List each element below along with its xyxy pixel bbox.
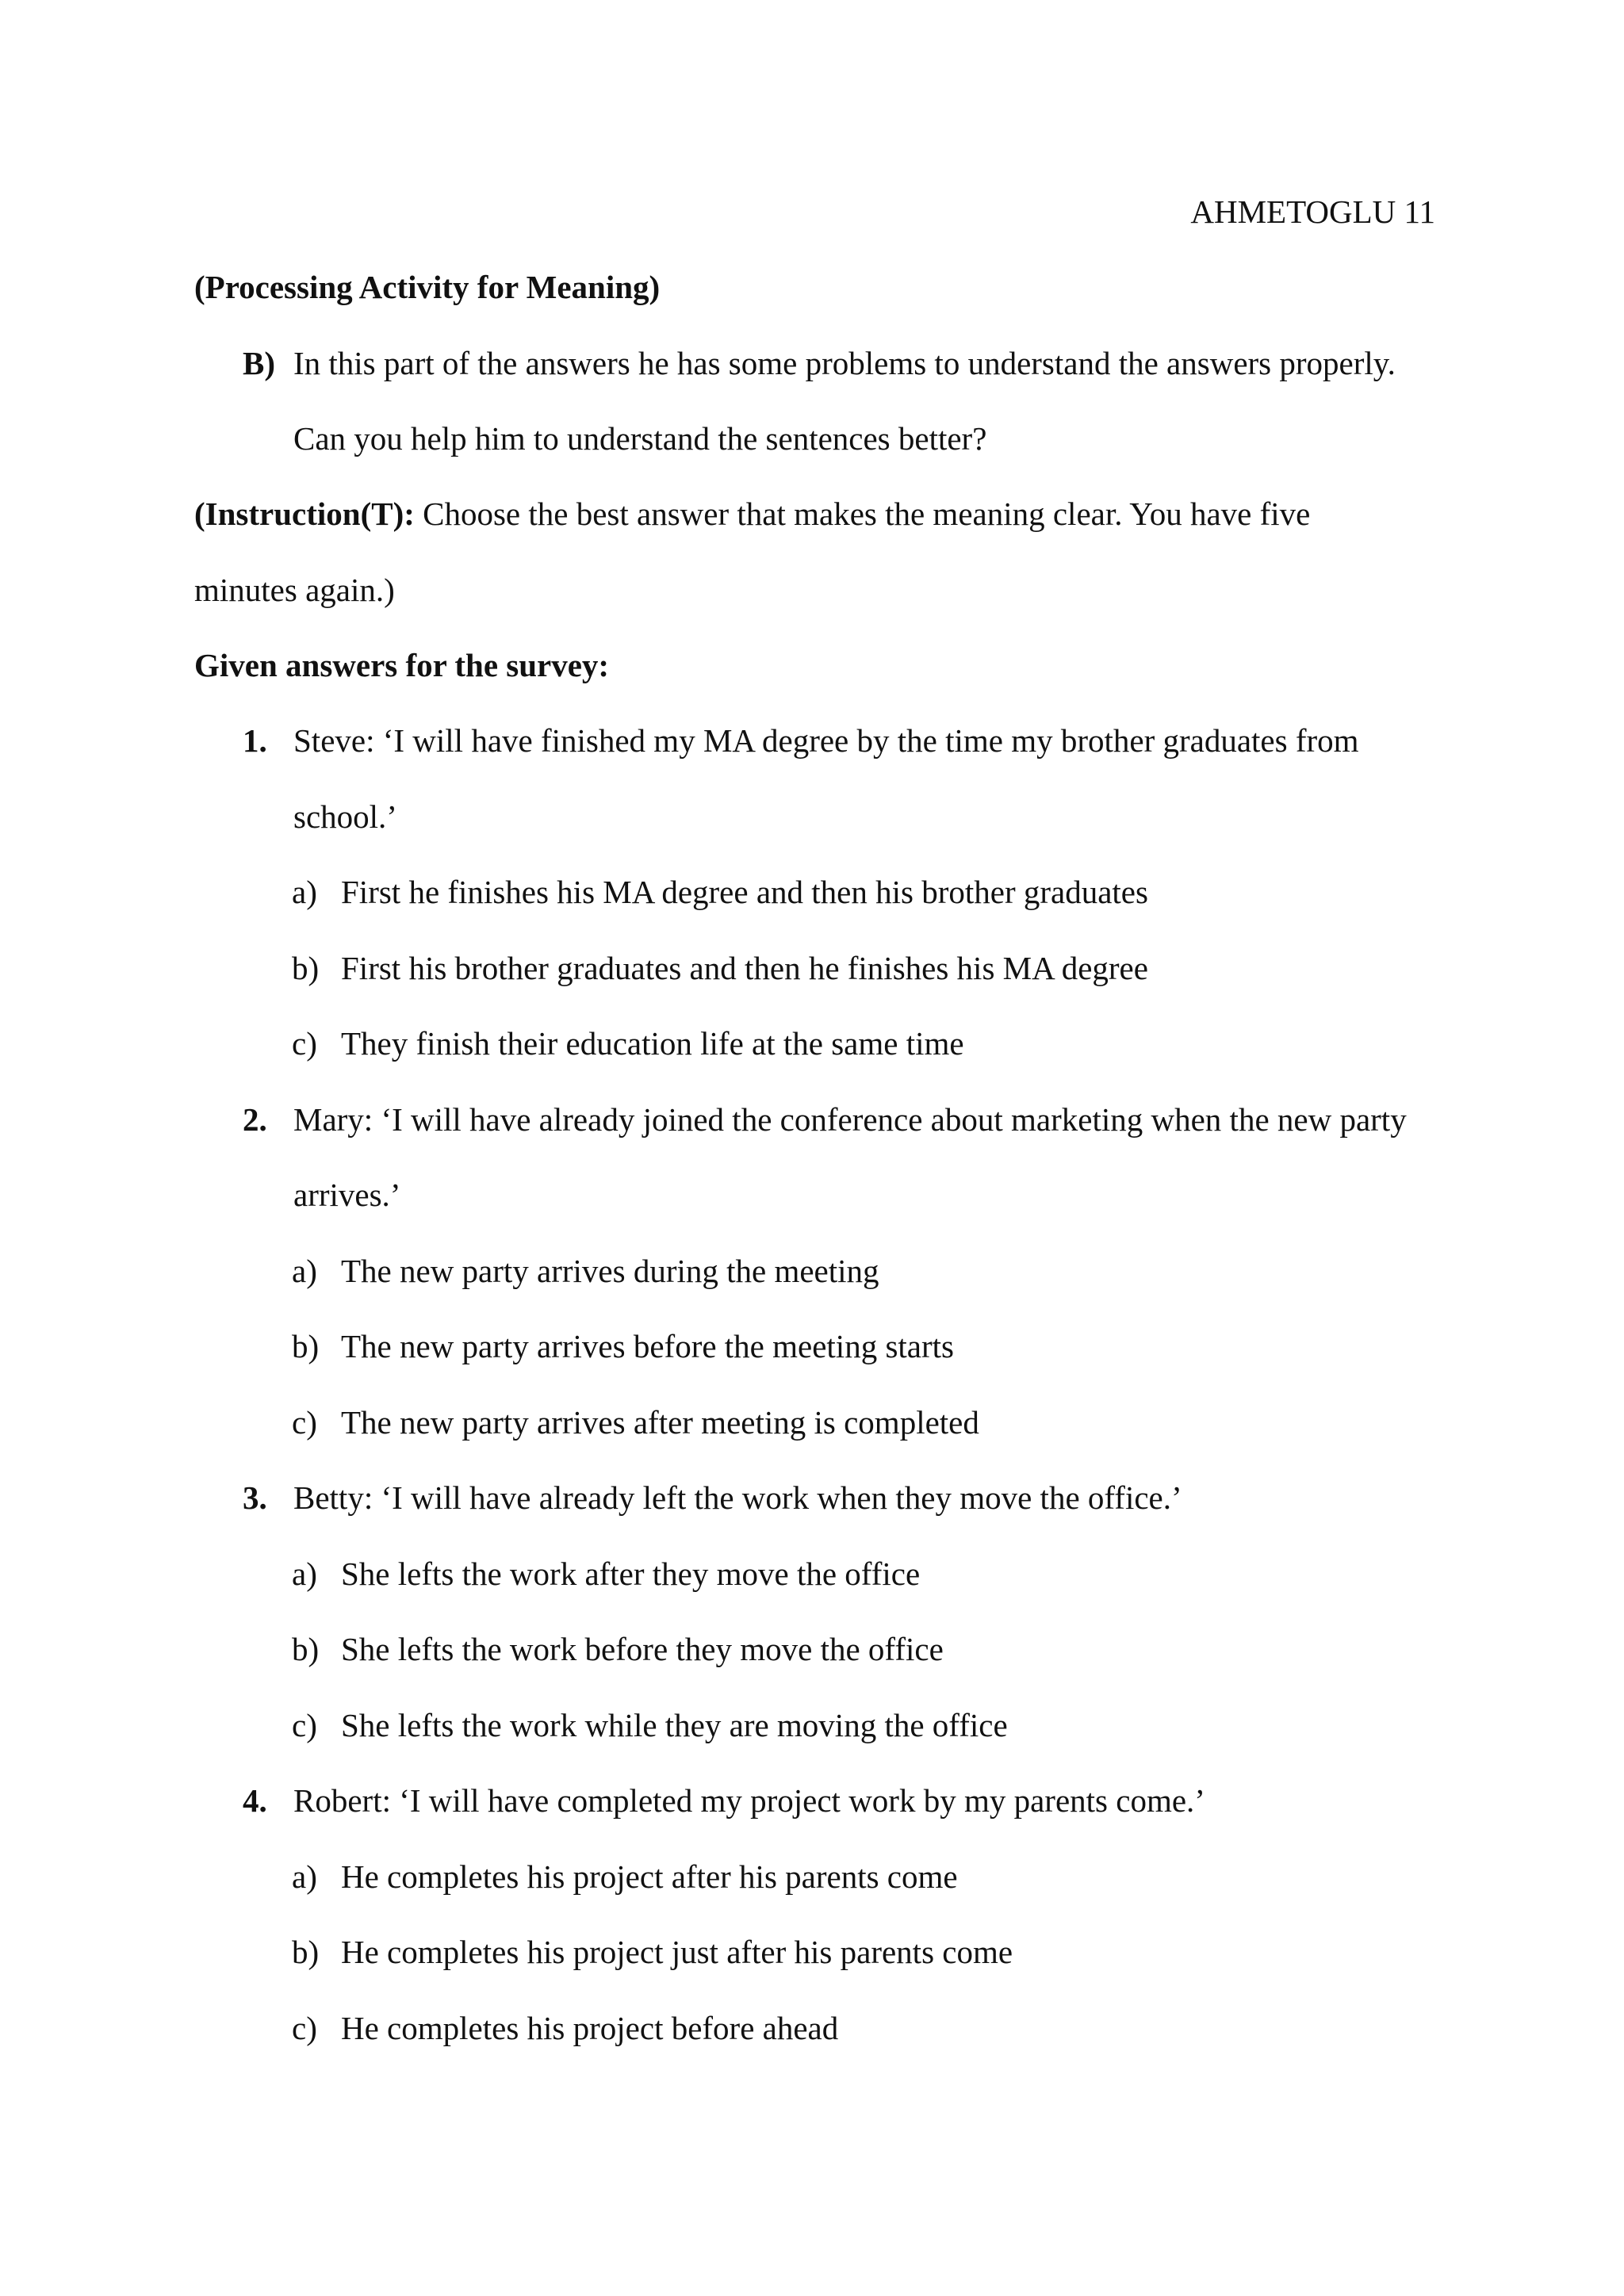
option-text: He completes his project after his parents come bbox=[341, 1858, 958, 1895]
instruction-text-continued: minutes again.) bbox=[194, 572, 395, 608]
option-letter: a) bbox=[292, 1253, 317, 1289]
option-text: The new party arrives during the meeting bbox=[341, 1253, 879, 1289]
question-number: 1. bbox=[243, 722, 267, 759]
option-letter: c) bbox=[292, 2010, 317, 2046]
question-text-continued: school.’ bbox=[293, 798, 397, 835]
option-text: The new party arrives before the meeting starts bbox=[341, 1328, 954, 1364]
option-letter: b) bbox=[292, 1934, 320, 1970]
option-letter: c) bbox=[292, 1404, 317, 1441]
option-letter: c) bbox=[292, 1025, 317, 1062]
option-text: He completes his project just after his parents come bbox=[341, 1934, 1013, 1970]
option-text: She lefts the work before they move the office bbox=[341, 1631, 944, 1667]
question-number: 3. bbox=[243, 1479, 267, 1516]
question-text: Robert: ‘I will have completed my project work by my parents come.’ bbox=[293, 1782, 1205, 1819]
option-text: First he finishes his MA degree and then his brother graduates bbox=[341, 874, 1148, 910]
option-text: He completes his project before ahead bbox=[341, 2010, 839, 2046]
option-letter: a) bbox=[292, 1556, 317, 1592]
option-letter: a) bbox=[292, 874, 317, 910]
question-number: 2. bbox=[243, 1101, 267, 1138]
part-b-label: B) bbox=[243, 345, 275, 381]
question-number: 4. bbox=[243, 1782, 267, 1819]
option-text: She lefts the work while they are moving the office bbox=[341, 1707, 1008, 1743]
option-text: The new party arrives after meeting is completed bbox=[341, 1404, 979, 1441]
option-letter: b) bbox=[292, 1631, 320, 1667]
option-letter: c) bbox=[292, 1707, 317, 1743]
given-answers-heading: Given answers for the survey: bbox=[194, 647, 610, 683]
option-letter: b) bbox=[292, 1328, 320, 1364]
option-text: She lefts the work after they move the office bbox=[341, 1556, 921, 1592]
instruction-paragraph bbox=[194, 498, 1310, 530]
question-text: Betty: ‘I will have already left the work when they move the office.’ bbox=[293, 1479, 1182, 1516]
option-letter: b) bbox=[292, 950, 320, 986]
question-text-continued: arrives.’ bbox=[293, 1177, 401, 1213]
option-text: They finish their education life at the same time bbox=[341, 1025, 964, 1062]
instruction-text: Choose the best answer that makes the meaning clear. You have five bbox=[414, 496, 1311, 532]
part-b-text-continued: Can you help him to understand the sentences better? bbox=[293, 420, 987, 457]
instruction-label: (Instruction(T): bbox=[194, 496, 415, 532]
part-b-text: In this part of the answers he has some problems to understand the answers properly. bbox=[293, 345, 1396, 381]
option-text: First his brother graduates and then he finishes his MA degree bbox=[341, 950, 1148, 986]
running-head: AHMETOGLU 11 bbox=[1190, 193, 1435, 230]
section-title: (Processing Activity for Meaning) bbox=[194, 269, 661, 305]
option-letter: a) bbox=[292, 1858, 317, 1895]
question-text: Mary: ‘I will have already joined the conference about marketing when the new party bbox=[293, 1101, 1407, 1138]
question-text: Steve: ‘I will have finished my MA degree by the time my brother graduates from bbox=[293, 722, 1359, 759]
